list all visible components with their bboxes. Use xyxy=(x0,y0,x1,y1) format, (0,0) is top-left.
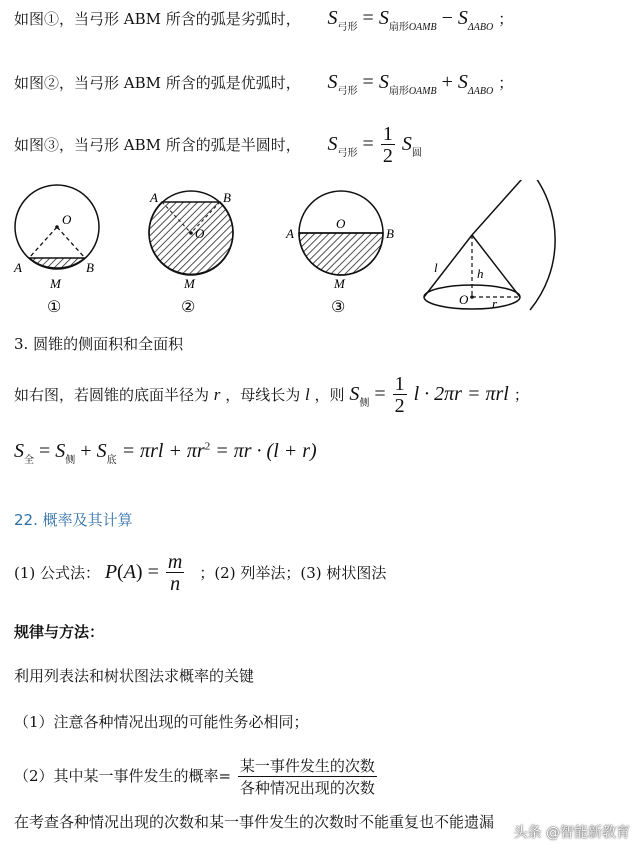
line-major-arc: 如图②，当弓形 ABM 所含的弧是优弧时， $S_{弓形} = S_{扇形OAMB} + S_{\Delta ABO}$ ； xyxy=(14,71,514,97)
rules-title: 规律与方法： xyxy=(14,623,105,641)
caption-3: ③ xyxy=(331,299,346,316)
line-minor-arc: 如图①，当弓形 ABM 所含的弧是劣弧时， $S_{弓形} = S_{扇形OAMB} - S_{\Delta ABO}$ ； xyxy=(14,7,514,33)
line-rule-3: 在考查各种情况出现的次数和某一事件发生的次数时不能重复也不能遗漏 xyxy=(14,813,495,831)
svg-text:h: h xyxy=(477,266,484,281)
svg-text:B: B xyxy=(223,190,231,205)
formula-major-arc: $S_{弓形} = S_{扇形OAMB} + S_{\Delta ABO}$ xyxy=(327,71,494,97)
watermark: 头条 @智能新教育 xyxy=(513,825,630,841)
caption-1: ① xyxy=(47,299,62,316)
formula-probability: P(A) = $\frac{m}{n}$ xyxy=(104,550,183,595)
figure-minor-arc xyxy=(13,185,99,316)
line-cone-lateral: 如右图，若圆锥的底面半径为 r ，母线长为 l ，则 $S_侧$ = $\frac{1}{2}$ l · 2πr = πrl ； xyxy=(14,372,529,417)
line-probability-methods: (1) 公式法： P(A) = $\frac{m}{n}$ ；(2) 列举法；(3) 树状图法 xyxy=(14,550,387,595)
figure-semicircle xyxy=(285,191,394,316)
caption-2: ② xyxy=(181,299,196,316)
svg-text:r: r xyxy=(492,296,498,311)
svg-text:B: B xyxy=(86,260,94,275)
formula-cone-lateral: $S_侧$ = $\frac{1}{2}$ l · 2πr = πrl xyxy=(349,372,509,417)
line-major-arc-text: 如图②，当弓形 ABM 所含的弧是优弧时， xyxy=(14,74,301,92)
geometry-figures xyxy=(0,180,640,320)
svg-text:O: O xyxy=(336,216,346,231)
formula-semicircle: $S_{弓形}$ = $\frac{1}{2}$ $S_圆$ xyxy=(327,122,422,167)
section-3-title: 3. 圆锥的侧面积和全面积 xyxy=(14,335,184,353)
line-rule-2: （2）其中某一事件发生的概率= $\frac{\text{某一事件发生的次数}}{\text{各种情况出现的次数}}$ xyxy=(14,756,375,797)
svg-text:A: A xyxy=(14,260,22,275)
line-rule-1: （1）注意各种情况出现的可能性务必相同； xyxy=(14,713,309,731)
fraction-probability-words: $\frac{\text{某一事件发生的次数}}{\text{各种情况出现的次数}}$ xyxy=(239,756,375,797)
figure-cone xyxy=(424,180,555,311)
line-semicircle xyxy=(14,122,422,170)
line-cone-total xyxy=(14,436,317,465)
svg-text:l: l xyxy=(434,260,438,275)
line-semicircle-text: 如图③，当弓形 ABM 所含的弧是半圆时， xyxy=(14,136,301,154)
formula-minor-arc: $S_{弓形} = S_{扇形OAMB} - S_{\Delta ABO}$ xyxy=(327,7,494,33)
svg-text:O: O xyxy=(195,226,205,241)
svg-text:A: A xyxy=(286,226,294,241)
line-key-point: 利用列表法和树状图法求概率的关键 xyxy=(14,667,255,685)
svg-text:M: M xyxy=(50,276,61,291)
section-22-title: 22. 概率及其计算 xyxy=(14,511,133,529)
svg-text:O: O xyxy=(459,292,469,307)
formula-cone-total: $S_全 = S_侧 + S_底 = \pi rl + \pi r^2 = \pi r \cdot (l + r)$ xyxy=(14,439,317,466)
svg-text:M: M xyxy=(184,276,195,291)
svg-text:O: O xyxy=(62,212,72,227)
svg-text:M: M xyxy=(334,276,345,291)
svg-text:B: B xyxy=(386,226,394,241)
svg-text:A: A xyxy=(150,190,158,205)
figure-major-arc xyxy=(149,190,233,316)
line-minor-arc-text: 如图①，当弓形 ABM 所含的弧是劣弧时， xyxy=(14,10,301,28)
